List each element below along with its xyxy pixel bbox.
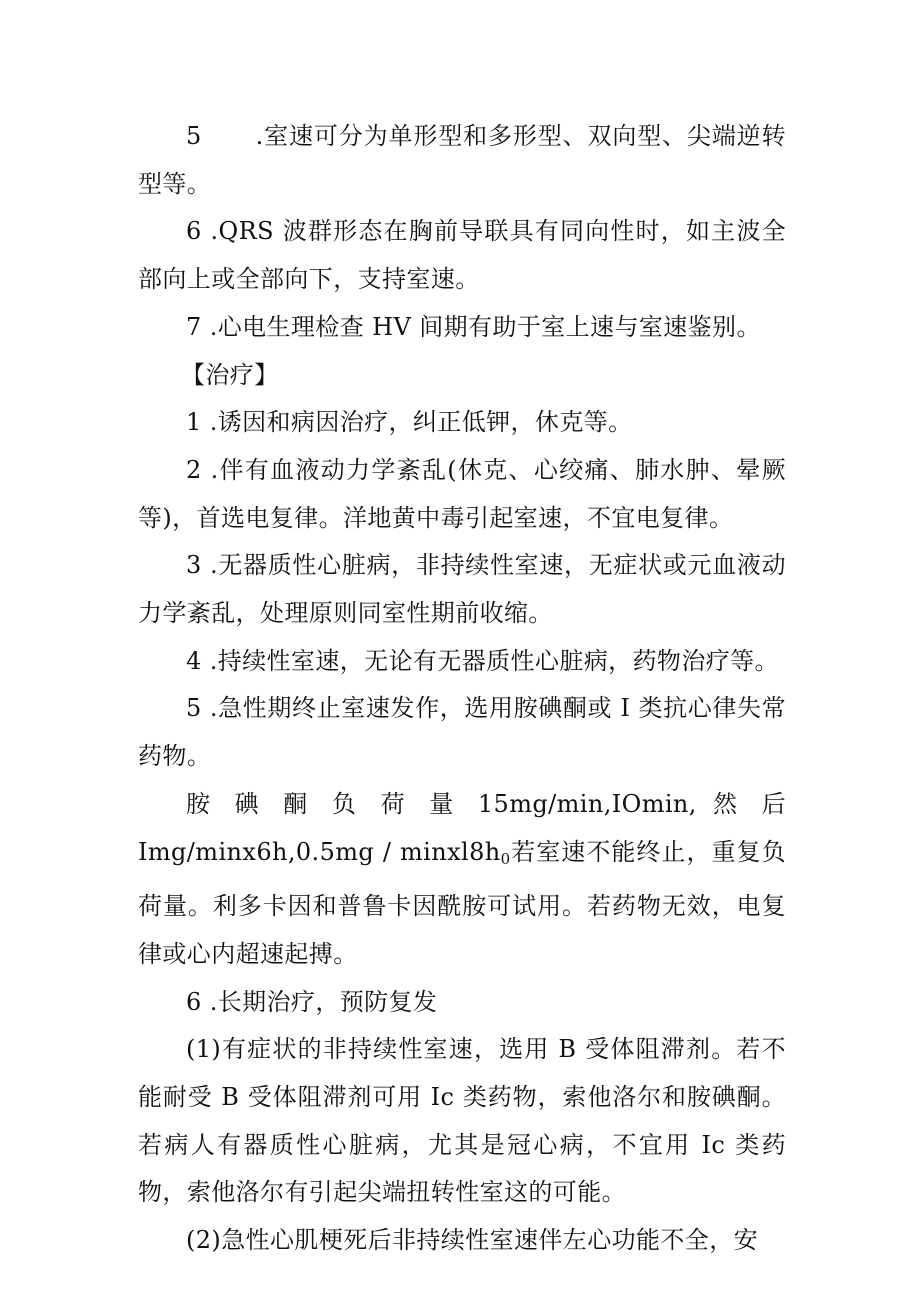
dose-text-continued: 若室速不能终止，重复负荷量。利多卡因和普鲁卡因酰胺可试用。若药物无效，电复律或心内超速起搏。 bbox=[138, 837, 786, 968]
document-body bbox=[138, 113, 786, 1265]
paragraph-treatment-6: 6 .长期治疗，预防复发 bbox=[186, 987, 438, 1016]
paragraph-long-term-2: (2)急性心肌梗死后非持续性室速伴左心功能不全，安 bbox=[186, 1226, 758, 1255]
section-heading-treatment: 【治疗】 bbox=[181, 360, 279, 389]
paragraph-long-term-1: (1)有症状的非持续性室速，选用 B 受体阻滞剂。若不能耐受 B 受体阻滞剂可用 Ic 类药物，索他洛尔和胺碘酮。若病人有器质性心脏病，尤其是冠心病，不宜用 Ic 类药物，索他洛尔有引起尖端扭转性室这的可能。 bbox=[138, 1035, 786, 1207]
paragraph-amiodarone-dose-line: 胺 碘 酮 负 荷 量 15mg/min,IOmin, 然 后 bbox=[186, 789, 786, 818]
paragraph-treatment-1: 1 .诱因和病因治疗，纠正低钾，休克等。 bbox=[186, 408, 633, 437]
paragraph-treatment-3: 3 .无器质性心脏病，非持续性室速，无症状或元血液动力学紊乱，处理原则同室性期前收缩。 bbox=[138, 551, 786, 628]
dose-text: Img/minx6h,0.5mg / minxl8h bbox=[138, 837, 501, 866]
item-number: 5 bbox=[186, 122, 202, 150]
paragraph-text: .室速可分为单形型和多形型、双向型、尖端逆转型等。 bbox=[138, 122, 786, 198]
paragraph-treatment-5: 5 .急性期终止室速发作，选用胺碘酮或 I 类抗心律失常药物。 bbox=[138, 694, 786, 771]
dose-subscript: 0 bbox=[500, 849, 511, 868]
paragraph-hv-interval: 7 .心电生理检查 HV 间期有助于室上速与室速鉴别。 bbox=[186, 312, 761, 341]
paragraph-amiodarone-dose-continued bbox=[138, 829, 786, 979]
paragraph-qrs-concordance: 6 .QRS 波群形态在胸前导联具有同向性时，如主波全部向上或全部向下，支持室速。 bbox=[138, 217, 786, 294]
paragraph-treatment-2: 2 .伴有血液动力学紊乱(休克、心绞痛、肺水肿、晕厥等)，首选电复律。洋地黄中毒引起室速，不宜电复律。 bbox=[138, 455, 786, 532]
paragraph-vt-types bbox=[138, 113, 786, 208]
paragraph-treatment-4: 4 .持续性室速，无论有无器质性心脏病，药物治疗等。 bbox=[186, 646, 779, 675]
